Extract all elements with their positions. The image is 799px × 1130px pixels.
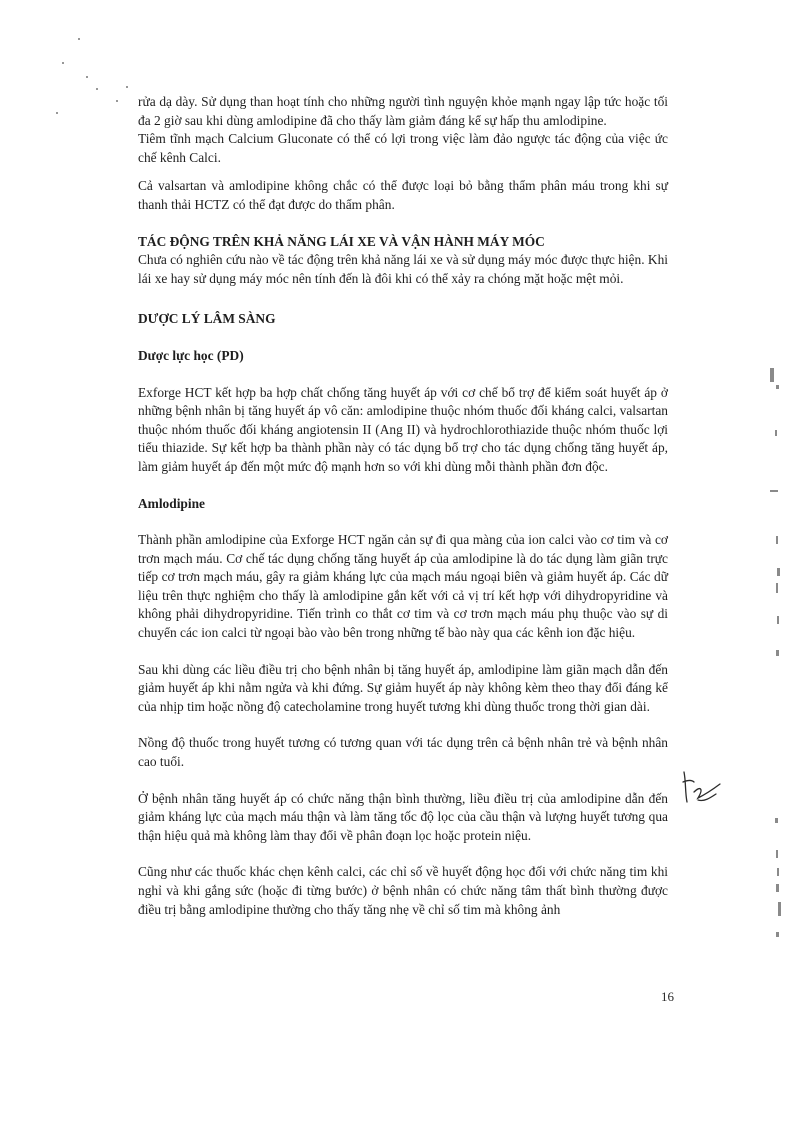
paragraph-amlodipine-plasma: Nồng độ thuốc trong huyết tương có tương quan với tác dụng trên cả bệnh nhân trẻ và bệnh nhân cao tuổi. bbox=[138, 735, 668, 770]
paragraph-dialysis: Cả valsartan và amlodipine không chắc có thể được loại bỏ bằng thẩm phân máu trong khi sự thanh thải HCTZ có thể đạt được do thẩm phân. bbox=[138, 178, 668, 212]
handwritten-initials bbox=[680, 768, 726, 812]
paragraph-amlodipine-vasodilation: Sau khi dùng các liều điều trị cho bệnh nhân bị tăng huyết áp, amlodipine làm giãn mạch dẫn đến giảm huyết áp khi nằm ngửa và khi đứng. Sự giảm huyết áp này không kèm theo thay đổi đáng kể của nhịp tim hoặc nồng độ catecholamine trong huyết tương khi dùng thuốc trong thời gian dài. bbox=[138, 661, 668, 714]
paragraph-pharmacodynamics: Exforge HCT kết hợp ba hợp chất chống tăng huyết áp với cơ chế bổ trợ để kiểm soát huyết áp ở những bệnh nhân bị tăng huyết áp vô căn: amlodipine thuộc nhóm thuốc đối kháng calci, valsartan thuộc nhóm thuốc đối kháng angiotensin II (Ang II) và hydrochlorothiazide thuộc nhóm thuốc lợi tiểu thiazide. Sự kết hợp ba thành phần này có tác dụng bổ trợ cho tác dụng chống tăng huyết áp, làm giảm huyết áp đến một mức độ mạnh hơn so với khi dùng mỗi thành phần đơn độc. bbox=[138, 384, 668, 474]
page-number: 16 bbox=[661, 989, 674, 1004]
document-body bbox=[138, 93, 668, 919]
heading-pharmacodynamics: Dược lực học (PD) bbox=[138, 347, 244, 363]
paragraph-overdose-charcoal: rửa dạ dày. Sử dụng than hoạt tính cho những người tình nguyện khỏe mạnh ngay lập tức hoặc tối đa 2 giờ sau khi dùng amlodipine đã cho thấy làm giảm đáng kể sự hấp thu amlodipine. bbox=[138, 94, 668, 128]
heading-clinical-pharmacology: DƯỢC LÝ LÂM SÀNG bbox=[138, 311, 276, 327]
paragraph-calcium-gluconate: Tiêm tĩnh mạch Calcium Gluconate có thể có lợi trong việc làm đảo ngược tác động của việc ức chế kênh Calci. bbox=[138, 131, 668, 165]
paragraph-amlodipine-mechanism: Thành phần amlodipine của Exforge HCT ngăn cản sự đi qua màng của ion calci vào cơ tim và cơ trơn mạch máu. Cơ chế tác dụng chống tăng huyết áp của amlodipine là do tác dụng làm giãn trực tiếp cơ trơn mạch máu, gây ra giảm kháng lực của mạch máu ngoại biên và giảm huyết áp. Các dữ liệu trên thực nghiệm cho thấy là amlodipine gắn kết với cả vị trí kết hợp với dihydropyridine và không phải dihydropyridine. Tiến trình co thắt cơ tim và cơ trơn mạch máu phụ thuộc vào sự di chuyển các ion calci từ ngoại bào vào bên trong những tế bào này qua các kênh ion đặc hiệu. bbox=[138, 532, 668, 641]
heading-amlodipine: Amlodipine bbox=[138, 495, 205, 511]
paragraph-amlodipine-renal: Ở bệnh nhân tăng huyết áp có chức năng thận bình thường, liều điều trị của amlodipine dẫn đến giảm kháng lực của mạch máu thận và làm tăng tốc độ lọc của cầu thận và lượng huyết tương qua thận hiệu quả mà không làm thay đổi về phân đoạn lọc hoặc protein niệu. bbox=[138, 790, 668, 843]
heading-driving-machinery: TÁC ĐỘNG TRÊN KHẢ NĂNG LÁI XE VÀ VẬN HÀNH MÁY MÓC bbox=[138, 233, 545, 249]
paragraph-driving-machinery: Chưa có nghiên cứu nào về tác động trên khả năng lái xe và sử dụng máy móc được thực hiện. Khi lái xe hay sử dụng máy móc nên tính đến là đôi khi có thể xảy ra chóng mặt hoặc mệt mỏi. bbox=[138, 252, 668, 286]
paragraph-amlodipine-hemodynamics: Cũng như các thuốc khác chẹn kênh calci, các chỉ số về huyết động học đối với chức năng tim khi nghỉ và khi gắng sức (hoặc đi từng bước) ở bệnh nhân có chức năng tâm thất bình thường được điều trị bằng amlodipine thường cho thấy tăng nhẹ về chỉ số tim mà không ảnh bbox=[138, 864, 668, 917]
